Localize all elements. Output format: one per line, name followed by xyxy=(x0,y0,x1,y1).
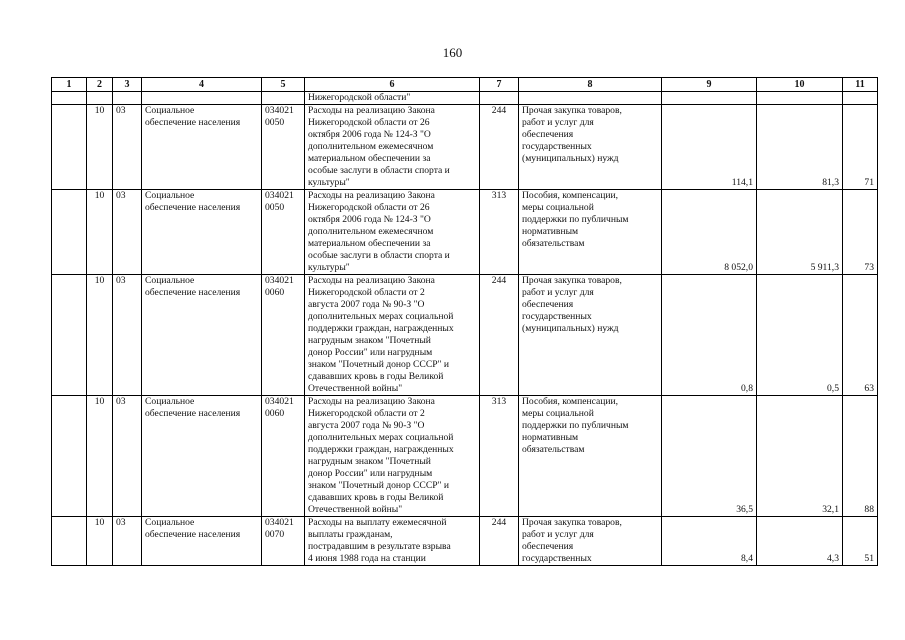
cell-value-plan xyxy=(662,396,757,517)
cell-target-code-text: 034021 0060 xyxy=(265,396,294,419)
cell-value-plan xyxy=(662,190,757,275)
cell-target-code-text: 034021 0050 xyxy=(265,190,294,213)
cell-num xyxy=(52,517,87,566)
budget-table xyxy=(51,77,878,566)
cell-expense-type-text: 313 xyxy=(491,396,507,407)
cell-num xyxy=(52,190,87,275)
cell-description xyxy=(305,190,480,275)
cell-description-text: Расходы на реализацию Закона Нижегородской области от 26 октября 2006 года № 124-З "О дополнительном ежемесячном материальном обеспечении за особые заслуги в области спорта и культуры" xyxy=(308,105,450,188)
cell-section-name-text: Социальное обеспечение населения xyxy=(145,517,241,540)
cell-expense-name xyxy=(519,190,662,275)
cell-description xyxy=(305,275,480,396)
cell-subsection-text: 03 xyxy=(116,396,126,407)
cell-value-fact xyxy=(757,105,843,190)
cell-value-plan-text: 0,8 xyxy=(741,383,753,394)
cell-section xyxy=(87,190,113,275)
cell-value-fact-text: 32,1 xyxy=(822,504,839,515)
cell-subsection xyxy=(113,190,142,275)
cell-target-code-text: 034021 0070 xyxy=(265,517,294,540)
cell-expense-name xyxy=(519,105,662,190)
col-header: 1 xyxy=(52,78,87,92)
cell-expense-name-text: Прочая закупка товаров, работ и услуг для обеспечения государственных xyxy=(522,517,622,564)
cell-section-text: 10 xyxy=(94,105,105,116)
col-header: 9 xyxy=(662,78,757,92)
cell-section xyxy=(87,517,113,566)
cell-description xyxy=(305,517,480,566)
cell-expense-name xyxy=(519,275,662,396)
cell-section-text: 10 xyxy=(94,190,105,201)
header-row xyxy=(52,78,878,92)
cell-expense-type-text: 244 xyxy=(491,275,507,286)
cell-target-code-text: 034021 0060 xyxy=(265,275,294,298)
cell-value-fact xyxy=(757,275,843,396)
cell-value-fact-text: 5 911,3 xyxy=(810,262,839,273)
col-header: 6 xyxy=(305,78,480,92)
table-row xyxy=(52,190,878,275)
cell-value-plan xyxy=(662,275,757,396)
cell-target-code-text: 034021 0050 xyxy=(265,105,294,128)
cell-percent-text: 73 xyxy=(864,262,874,273)
table-row xyxy=(52,396,878,517)
cell-percent-text: 71 xyxy=(864,177,874,188)
cell-expense-type xyxy=(480,517,519,566)
cell-expense-type-text: 244 xyxy=(491,105,507,116)
cell-section xyxy=(87,105,113,190)
cell-description-text: Расходы на выплату ежемесячной выплаты гражданам, пострадавшим в результате взрыва 4 июня 1988 года на станции xyxy=(308,517,451,564)
cell-expense-name xyxy=(519,517,662,566)
cell-value-fact-text: 0,5 xyxy=(827,383,839,394)
cell-target-code xyxy=(262,275,305,396)
cell-value-fact xyxy=(757,190,843,275)
cell-expense-type xyxy=(480,105,519,190)
cell-section-text: 10 xyxy=(94,517,105,528)
cell-expense-type-text: 313 xyxy=(491,190,507,201)
cell-subsection-text: 03 xyxy=(116,105,126,116)
continuation-text: Нижегородской области" xyxy=(305,92,480,105)
cell-description-text: Расходы на реализацию Закона Нижегородской области от 2 августа 2007 года № 90-З "О дополнительных мерах социальной поддержки граждан, награжденных нагрудным знаком "Почетный донор России" или нагрудным знаком "Почетный донор СССР" и сдававших кровь в годы Великой Отечественной войны" xyxy=(308,275,454,394)
cell-num xyxy=(52,275,87,396)
cell-percent xyxy=(843,396,878,517)
cell-section xyxy=(87,275,113,396)
cell-description-text: Расходы на реализацию Закона Нижегородской области от 26 октября 2006 года № 124-З "О дополнительном ежемесячном материальном обеспечении за особые заслуги в области спорта и культуры" xyxy=(308,190,450,273)
table-row xyxy=(52,105,878,190)
cell-section xyxy=(87,396,113,517)
col-header: 5 xyxy=(262,78,305,92)
cell-value-plan-text: 114,1 xyxy=(731,177,753,188)
cell-section-name-text: Социальное обеспечение населения xyxy=(145,105,241,128)
cell-percent-text: 88 xyxy=(864,504,874,515)
cell-section-name-text: Социальное обеспечение населения xyxy=(145,396,241,419)
cell-subsection xyxy=(113,275,142,396)
cell-subsection-text: 03 xyxy=(116,275,126,286)
cell-expense-type xyxy=(480,190,519,275)
cell-percent-text: 63 xyxy=(864,383,874,394)
cell-percent xyxy=(843,275,878,396)
cell-num xyxy=(52,105,87,190)
cell-description xyxy=(305,105,480,190)
cell-value-plan-text: 8,4 xyxy=(741,553,753,564)
col-header: 4 xyxy=(142,78,262,92)
col-header: 7 xyxy=(480,78,519,92)
cell-section-name xyxy=(142,275,262,396)
cell-value-plan-text: 36,5 xyxy=(736,504,753,515)
cell-percent xyxy=(843,517,878,566)
cell-num xyxy=(52,396,87,517)
cell-description-text: Расходы на реализацию Закона Нижегородской области от 2 августа 2007 года № 90-З "О дополнительных мерах социальной поддержки граждан, награжденных нагрудным знаком "Почетный донор России" или нагрудным знаком "Почетный донор СССР" и сдававших кровь в годы Великой Отечественной войны" xyxy=(308,396,454,515)
continuation-row xyxy=(52,92,878,105)
cell-section-name-text: Социальное обеспечение населения xyxy=(145,275,241,298)
cell-expense-name xyxy=(519,396,662,517)
col-header: 3 xyxy=(113,78,142,92)
cell-expense-name-text: Прочая закупка товаров, работ и услуг для обеспечения государственных (муниципальных) нужд xyxy=(522,275,622,334)
cell-subsection xyxy=(113,396,142,517)
page-number: 160 xyxy=(442,45,463,60)
cell-section-name-text: Социальное обеспечение населения xyxy=(145,190,241,213)
cell-subsection-text: 03 xyxy=(116,190,126,201)
col-header: 8 xyxy=(519,78,662,92)
cell-section-name xyxy=(142,396,262,517)
table-row xyxy=(52,517,878,566)
cell-value-plan xyxy=(662,105,757,190)
cell-section-name xyxy=(142,190,262,275)
cell-section-text: 10 xyxy=(94,396,105,407)
cell-expense-type xyxy=(480,275,519,396)
cell-value-fact xyxy=(757,517,843,566)
cell-section-name xyxy=(142,517,262,566)
cell-subsection-text: 03 xyxy=(116,517,126,528)
cell-subsection xyxy=(113,105,142,190)
cell-expense-name-text: Прочая закупка товаров, работ и услуг для обеспечения государственных (муниципальных) нужд xyxy=(522,105,622,164)
cell-value-plan xyxy=(662,517,757,566)
col-header: 11 xyxy=(843,78,878,92)
cell-percent-text: 51 xyxy=(864,553,874,564)
cell-value-fact xyxy=(757,396,843,517)
cell-value-fact-text: 81,3 xyxy=(822,177,839,188)
col-header: 10 xyxy=(757,78,843,92)
cell-expense-name-text: Пособия, компенсации, меры социальной поддержки по публичным нормативным обязательствам xyxy=(522,190,629,249)
col-header: 2 xyxy=(87,78,113,92)
cell-percent xyxy=(843,105,878,190)
cell-section-name xyxy=(142,105,262,190)
cell-target-code xyxy=(262,396,305,517)
cell-target-code xyxy=(262,517,305,566)
cell-expense-type-text: 244 xyxy=(491,517,507,528)
cell-expense-type xyxy=(480,396,519,517)
cell-value-fact-text: 4,3 xyxy=(827,553,839,564)
cell-description xyxy=(305,396,480,517)
cell-section-text: 10 xyxy=(94,275,105,286)
cell-value-plan-text: 8 052,0 xyxy=(724,262,753,273)
cell-expense-name-text: Пособия, компенсации, меры социальной поддержки по публичным нормативным обязательствам xyxy=(522,396,629,455)
cell-target-code xyxy=(262,105,305,190)
cell-percent xyxy=(843,190,878,275)
cell-subsection xyxy=(113,517,142,566)
cell-target-code xyxy=(262,190,305,275)
table-row xyxy=(52,275,878,396)
